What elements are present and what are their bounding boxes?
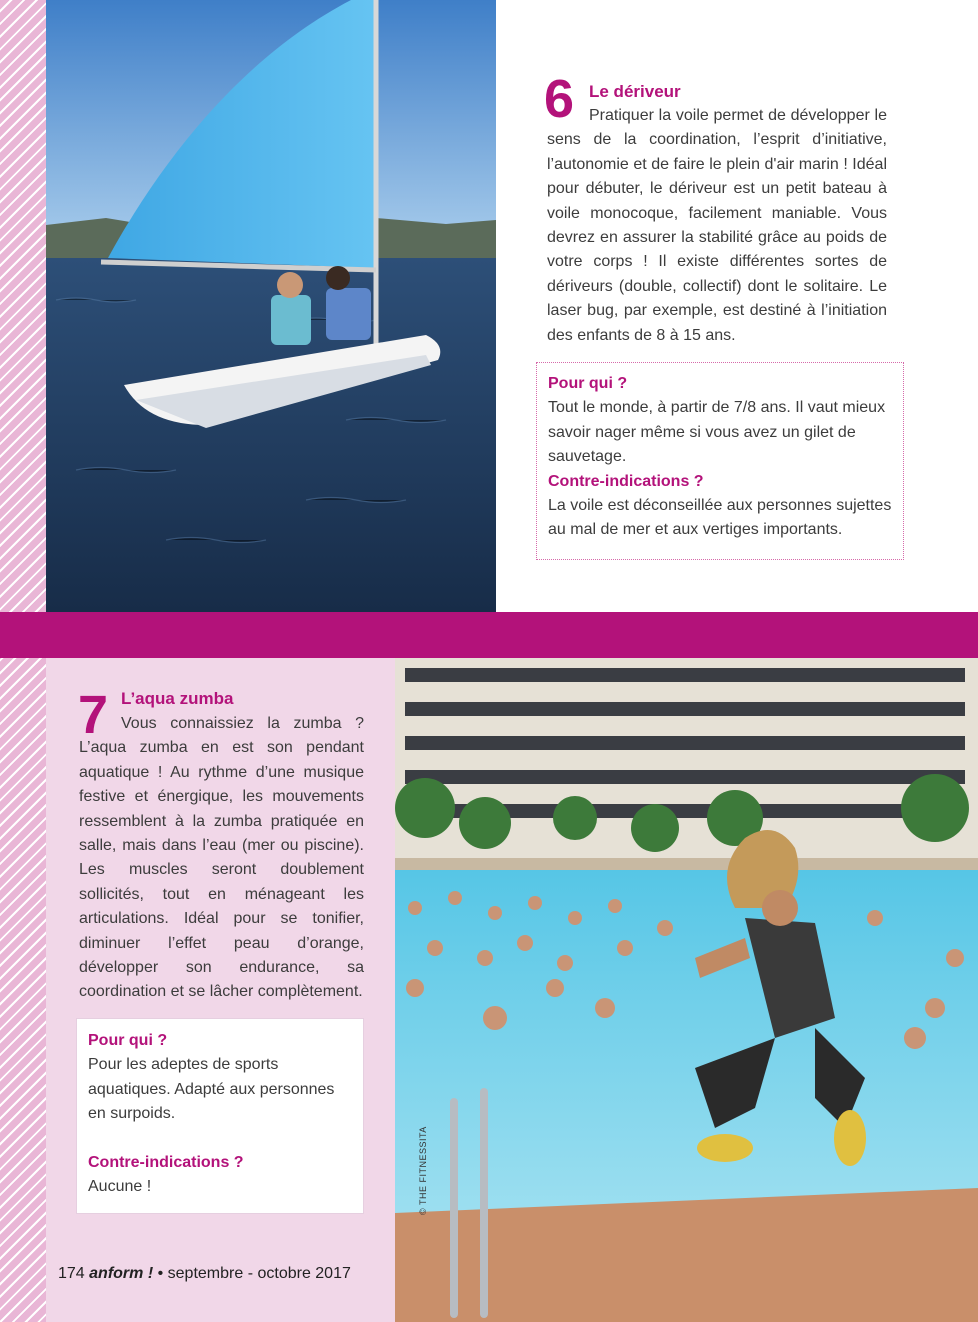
contre-indications-text: Aucune ! <box>88 1178 152 1196</box>
section-body: Vous connaissiez la zumba ? L’aqua zumba en est son pendant aquatique ! Au rythme d’une musique festive et énergique, les mouvements ressemblent à la zumba pratiquée en salle, mais dans l’eau (mer ou piscine). Les muscles seront doublement sollicités, tout en ménageant les articulations. Idéal pour se tonifier, diminuer l’effet peau d’orange, développer son endurance, sa coordination et se lâcher complètement. <box>79 715 364 1001</box>
page-footer <box>58 1265 351 1283</box>
aqua-zumba-photo <box>395 658 978 1322</box>
photo-credit: © THE FITNESSITA <box>418 1126 428 1215</box>
divider-band <box>0 612 978 658</box>
section-number: 7 <box>78 685 109 745</box>
section-title: L’aqua zumba <box>121 689 234 708</box>
issue-date: • septembre - octobre 2017 <box>157 1265 351 1282</box>
pour-qui-label: Pour qui ? <box>88 1032 168 1049</box>
pour-qui-text: Pour les adeptes de sports aquatiques. Adapté aux personnes en surpoids. <box>88 1056 335 1123</box>
magazine-name: anform ! <box>89 1265 154 1282</box>
contre-indications-text: La voile est déconseillée aux personnes sujettes au mal de mer et aux vertiges importants. <box>548 497 892 539</box>
section-number: 6 <box>544 69 575 129</box>
pour-qui-label: Pour qui ? <box>548 375 628 392</box>
pour-qui-text: Tout le monde, à partir de 7/8 ans. Il vaut mieux savoir nager même si vous avez un gilet de sauvetage. <box>548 399 886 466</box>
section-body: Pratiquer la voile permet de développer le sens de la coordination, l’esprit d’initiative, l’autonomie et de faire le plein d'air marin ! Idéal pour débuter, le dériveur est un petit bateau à voile monocoque, facilement maniable. Vous devrez en assurer la stabilité grâce au poids de votre corps ! Il existe différentes sortes de dériveurs (double, collectif) dont le solitaire. Le laser bug, par exemple, est destiné à l’initiation des enfants de 8 à 15 ans. <box>547 107 887 344</box>
info-box <box>536 362 904 560</box>
sailboat-photo <box>46 0 496 612</box>
decorative-stripe <box>0 0 46 1322</box>
section-title: Le dériveur <box>589 82 681 101</box>
contre-indications-label: Contre-indications ? <box>88 1153 244 1171</box>
page-number: 174 <box>58 1265 85 1282</box>
contre-indications-label: Contre-indications ? <box>548 472 704 490</box>
info-box <box>76 1018 364 1214</box>
